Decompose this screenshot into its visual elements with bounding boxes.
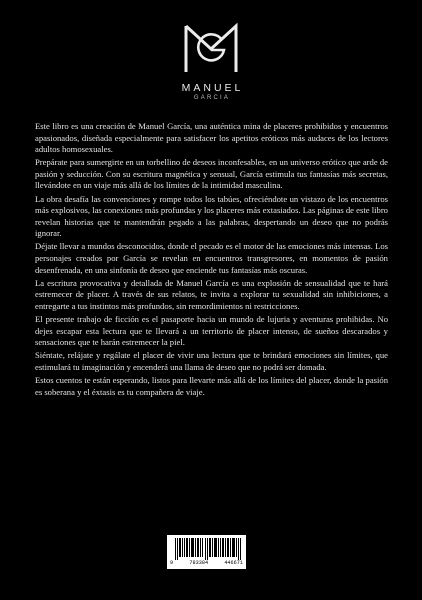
paragraph: Déjate llevar a mundos desconocidos, donde el pecado es el motor de las emociones más intensas. Los personajes creados por García se revelan en encuentros transgresores, en momentos de pasión desenfrenada, en una sinfonía de deseo que enciende tus fantasías más oscuras. — [35, 241, 388, 275]
isbn-digits — [167, 560, 246, 566]
paragraph: El presente trabajo de ficción es el pasaporte hacia un mundo de lujuria y aventuras prohibidas. No dejes escapar esta lectura que te llevará a un territorio de placer intenso, de sueños descarados y sensaciones que te harán estremecer la piel. — [35, 314, 388, 348]
paragraph: Este libro es una creación de Manuel García, una auténtica mina de placeres prohibidos y encuentros apasionados, diseñada especialmente para satisfacer los apetitos eróticos más audaces de los lectores adultos homosexuales. — [35, 121, 388, 155]
paragraph: Prepárate para sumergirte en un torbellino de deseos inconfesables, en un universo erótico que arde de pasión y seducción. Con su escritura magnética y sensual, García estimula tus fantasías más secretas, llevándote en un viaje más allá de los límites de la intimidad masculina. — [35, 157, 388, 191]
brand-subname: GARCIA — [193, 95, 231, 101]
back-cover-text — [35, 121, 388, 400]
author-logo — [0, 18, 422, 101]
mg-monogram-icon — [178, 18, 244, 80]
brand-name: MANUEL — [181, 82, 244, 94]
isbn-group-1: 783384 — [189, 560, 209, 566]
paragraph: Estos cuentos te están esperando, listos para llevarte más allá de los límites del placer, donde la pasión es soberana y el éxtasis es tu compañera de viaje. — [35, 374, 388, 397]
isbn-barcode — [167, 535, 246, 569]
paragraph: La obra desafía las convenciones y rompe todos los tabúes, ofreciéndote un vistazo de los encuentros más explosivos, las conexiones más profundas y los placeres más extasiados. Las páginas de este libro revelan historias que te mantendrán pegado a las palabras, despertando un deseo que no podrás ignorar. — [35, 193, 388, 239]
isbn-prefix: 9 — [170, 560, 174, 566]
paragraph: La escritura provocativa y detallada de Manuel García es una explosión de sensualidad que te hará estremecer de placer. A través de sus relatos, te invita a explorar tu sexualidad sin inhibiciones, a entregarte a tus instintos más profundos, sin remordimientos ni restricciones. — [35, 277, 388, 311]
isbn-barcode-icon — [175, 538, 241, 560]
isbn-group-2: 446671 — [224, 560, 243, 566]
paragraph: Siéntate, relájate y regálate el placer de vivir una lectura que te brindará emociones sin límites, que estimulará tu imaginación y encenderá una llama de deseo que no podrá ser domada. — [35, 350, 388, 372]
